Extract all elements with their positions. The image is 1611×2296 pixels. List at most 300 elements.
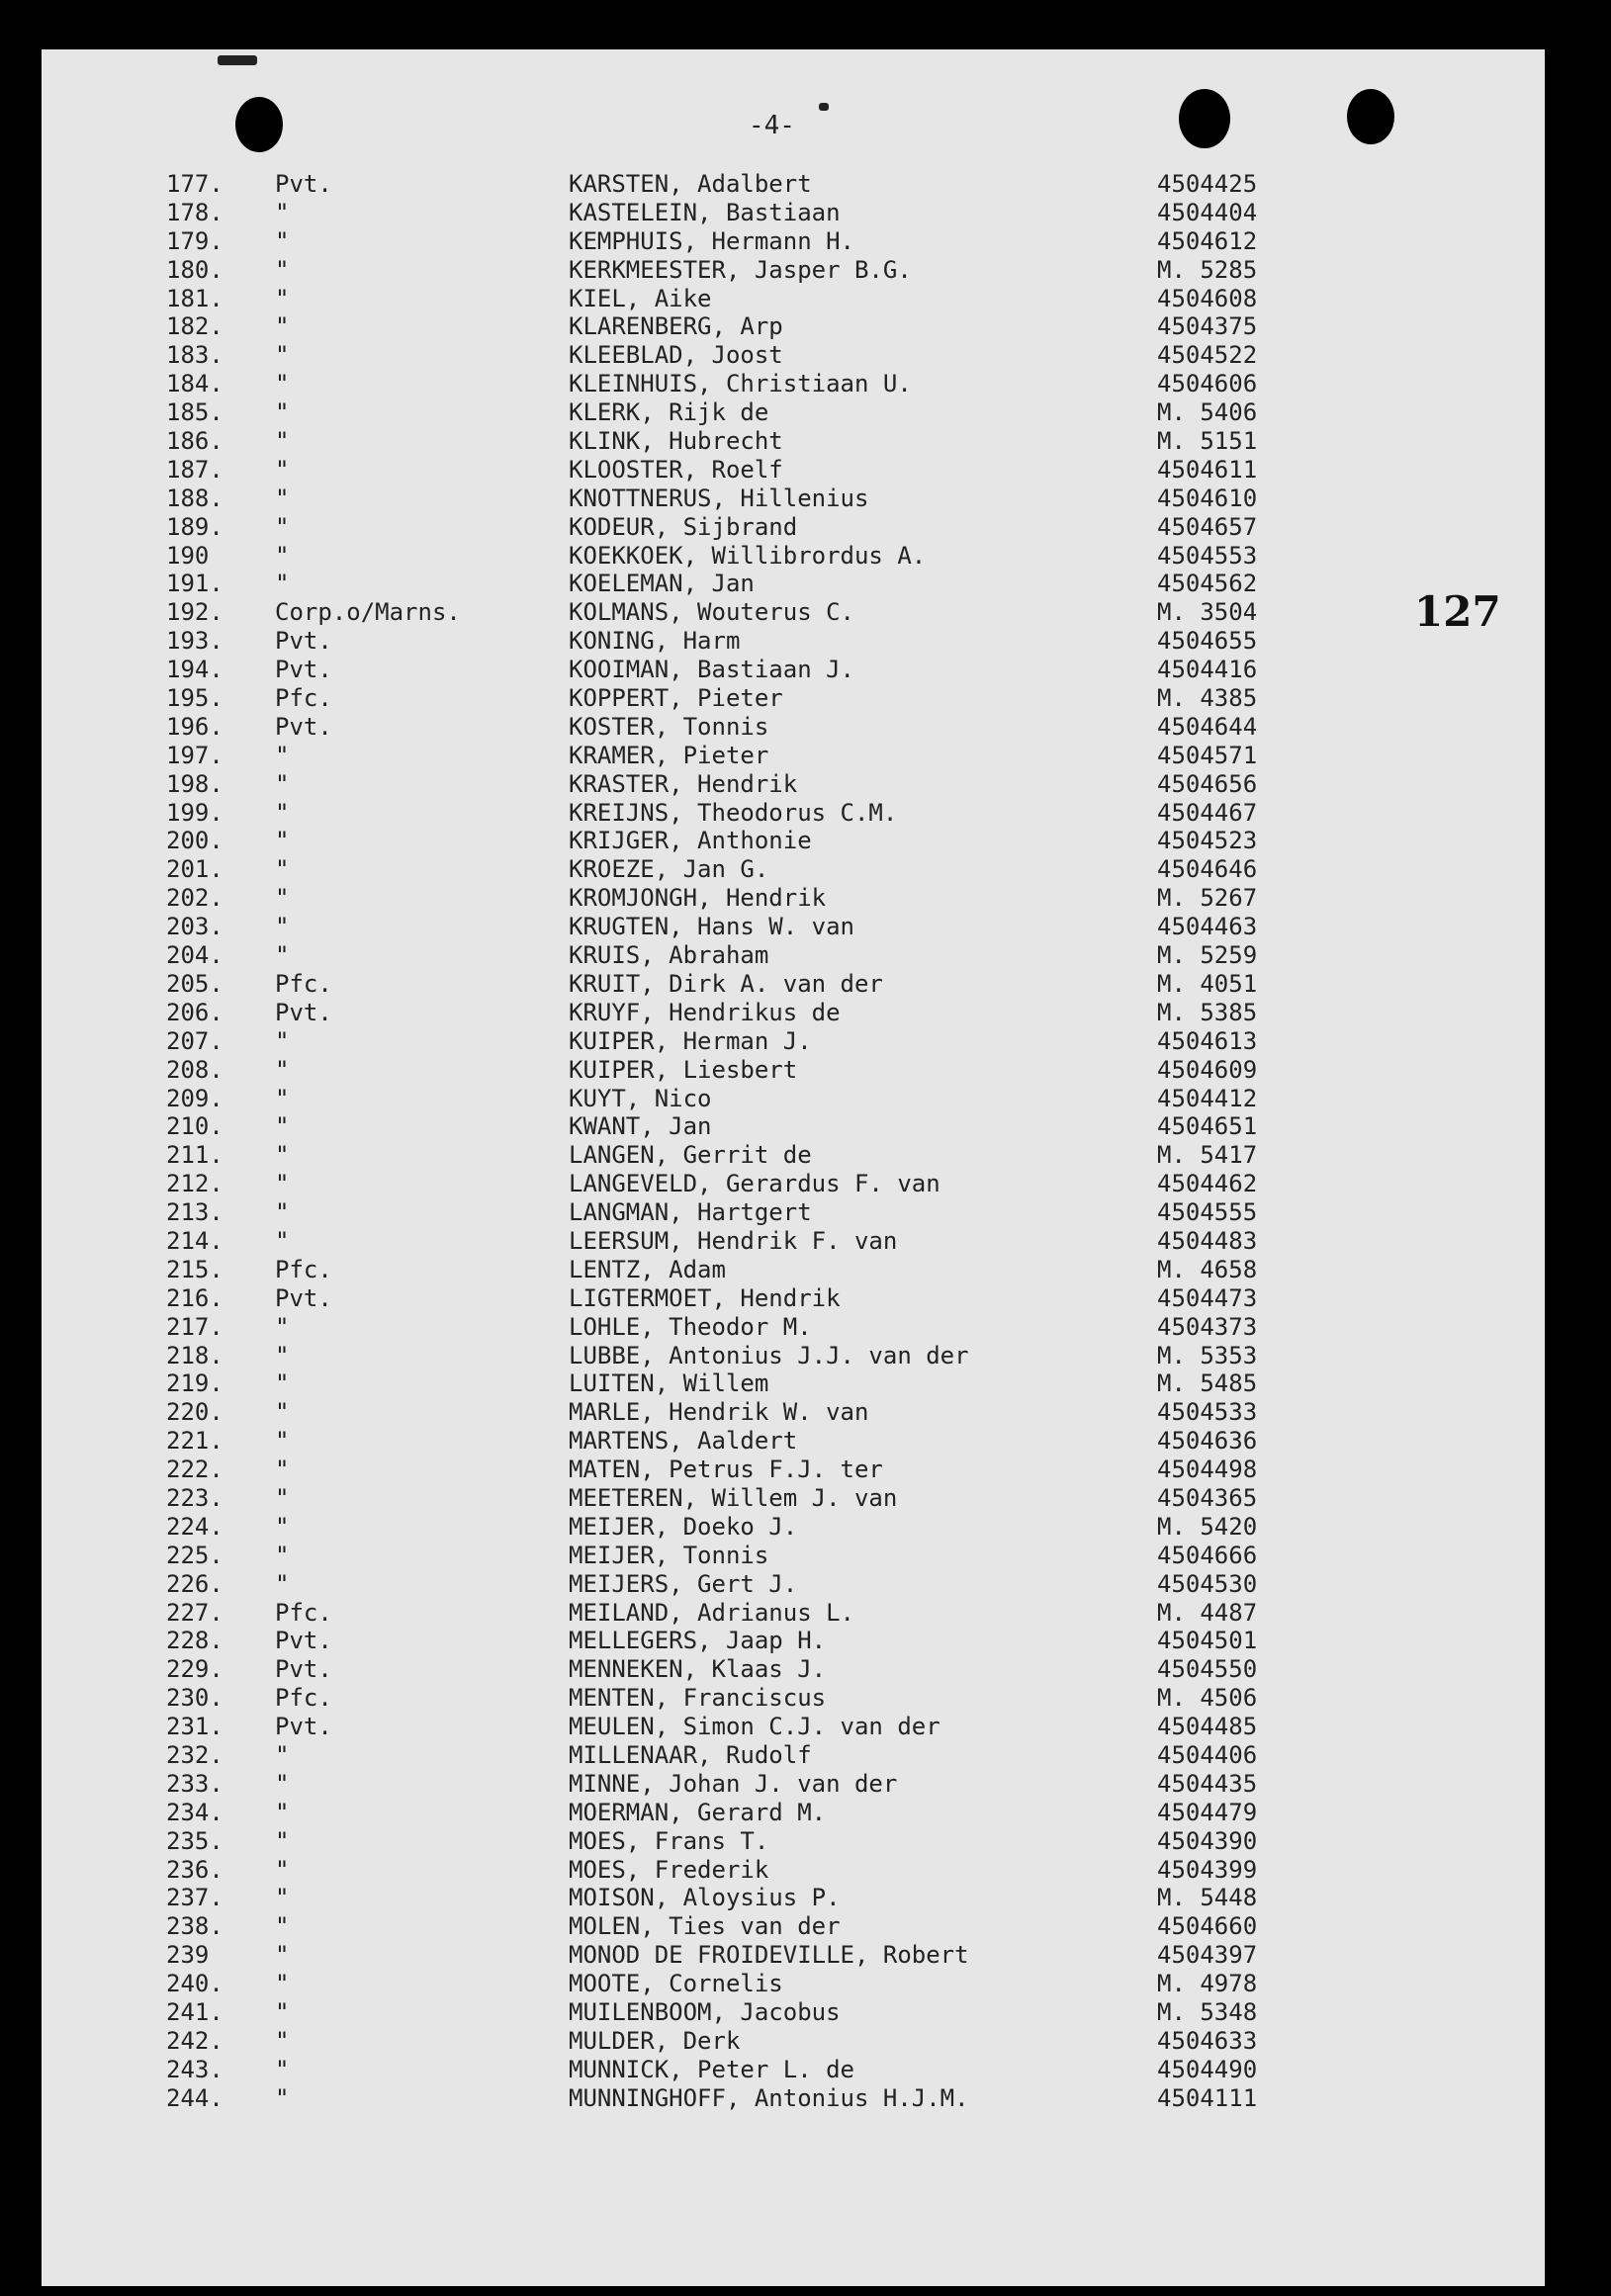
entry-name: KRUGTEN, Hans W. van bbox=[569, 913, 854, 941]
entry-rank: Corp.o/Marns. bbox=[275, 598, 461, 627]
entry-serial: 4504365 bbox=[1157, 1483, 1258, 1512]
entry-rank: " bbox=[275, 1855, 290, 1884]
entry-number: 238. bbox=[166, 1912, 224, 1941]
roster-row bbox=[0, 1027, 1611, 1056]
entry-serial: 4504390 bbox=[1157, 1826, 1258, 1855]
entry-serial: 4504111 bbox=[1157, 2083, 1258, 2112]
entry-rank: Pvt. bbox=[275, 998, 332, 1026]
entry-number: 177. bbox=[166, 170, 224, 198]
roster-row bbox=[0, 227, 1611, 256]
entry-name: MEETEREN, Willem J. van bbox=[569, 1483, 898, 1512]
entry-name: KODEUR, Sijbrand bbox=[569, 512, 798, 541]
entry-rank: Pfc. bbox=[275, 684, 332, 713]
entry-serial: 4504666 bbox=[1157, 1541, 1258, 1569]
entry-serial: 4504608 bbox=[1157, 284, 1258, 312]
entry-name: MOERMAN, Gerard M. bbox=[569, 1798, 827, 1826]
entry-number: 182. bbox=[166, 312, 224, 341]
entry-rank: Pfc. bbox=[275, 1684, 332, 1713]
entry-rank: " bbox=[275, 1569, 290, 1598]
entry-number: 230. bbox=[166, 1684, 224, 1713]
entry-name: KASTELEIN, Bastiaan bbox=[569, 198, 841, 226]
entry-serial: 4504406 bbox=[1157, 1740, 1258, 1769]
entry-number: 188. bbox=[166, 484, 224, 512]
punch-hole-center bbox=[1179, 89, 1230, 148]
entry-rank: " bbox=[275, 255, 290, 284]
entry-serial: M. 4658 bbox=[1157, 1255, 1258, 1283]
entry-rank: " bbox=[275, 512, 290, 541]
entry-rank: Pfc. bbox=[275, 1598, 332, 1627]
entry-name: KIEL, Aike bbox=[569, 284, 712, 312]
entry-serial: M. 4051 bbox=[1157, 969, 1258, 998]
roster-row bbox=[0, 1398, 1611, 1427]
entry-name: KUIPER, Liesbert bbox=[569, 1055, 798, 1084]
entry-serial: M. 5348 bbox=[1157, 1998, 1258, 2026]
entry-name: LUBBE, Antonius J.J. van der bbox=[569, 1341, 969, 1369]
entry-name: MEIJER, Tonnis bbox=[569, 1541, 769, 1569]
entry-number: 189. bbox=[166, 512, 224, 541]
entry-name: MUILENBOOM, Jacobus bbox=[569, 1998, 841, 2026]
entry-rank: " bbox=[275, 226, 290, 255]
entry-rank: Pfc. bbox=[275, 969, 332, 998]
entry-name: KRUYF, Hendrikus de bbox=[569, 998, 841, 1026]
page-number: -4- bbox=[749, 111, 795, 140]
entry-rank: " bbox=[275, 1884, 290, 1912]
entry-name: KRASTER, Hendrik bbox=[569, 769, 798, 798]
entry-name: LENTZ, Adam bbox=[569, 1255, 726, 1283]
entry-rank: " bbox=[275, 741, 290, 769]
entry-serial: 4504606 bbox=[1157, 370, 1258, 398]
entry-number: 206. bbox=[166, 998, 224, 1026]
entry-number: 219. bbox=[166, 1369, 224, 1398]
entry-rank: " bbox=[275, 769, 290, 798]
entry-name: MUNNINGHOFF, Antonius H.J.M. bbox=[569, 2083, 969, 2112]
entry-number: 229. bbox=[166, 1655, 224, 1684]
entry-name: KEMPHUIS, Hermann H. bbox=[569, 226, 854, 255]
entry-number: 228. bbox=[166, 1627, 224, 1655]
entry-serial: M. 5406 bbox=[1157, 398, 1258, 427]
entry-serial: 4504425 bbox=[1157, 170, 1258, 198]
entry-rank: " bbox=[275, 1483, 290, 1512]
entry-rank: Pvt. bbox=[275, 712, 332, 741]
entry-serial: 4504553 bbox=[1157, 541, 1258, 570]
entry-name: MARLE, Hendrik W. van bbox=[569, 1398, 869, 1427]
entry-number: 194. bbox=[166, 656, 224, 684]
roster-row bbox=[0, 1741, 1611, 1770]
entry-rank: " bbox=[275, 1198, 290, 1227]
entry-name: MEULEN, Simon C.J. van der bbox=[569, 1713, 940, 1741]
roster-row bbox=[0, 1284, 1611, 1313]
entry-serial: 4504656 bbox=[1157, 769, 1258, 798]
entry-serial: M. 5420 bbox=[1157, 1512, 1258, 1541]
entry-rank: " bbox=[275, 1341, 290, 1369]
roster-row bbox=[0, 370, 1611, 398]
entry-serial: 4504611 bbox=[1157, 455, 1258, 484]
entry-rank: " bbox=[275, 570, 290, 598]
entry-rank: " bbox=[275, 1826, 290, 1855]
entry-number: 192. bbox=[166, 598, 224, 627]
roster-row bbox=[0, 570, 1611, 598]
entry-number: 201. bbox=[166, 855, 224, 884]
entry-rank: Pvt. bbox=[275, 1627, 332, 1655]
entry-serial: 4504375 bbox=[1157, 312, 1258, 341]
roster-row bbox=[0, 742, 1611, 770]
entry-rank: " bbox=[275, 827, 290, 855]
entry-rank: " bbox=[275, 198, 290, 226]
entry-number: 204. bbox=[166, 941, 224, 970]
entry-rank: " bbox=[275, 312, 290, 341]
roster-row bbox=[0, 1085, 1611, 1113]
ink-mark bbox=[218, 55, 257, 65]
entry-serial: M. 4506 bbox=[1157, 1684, 1258, 1713]
entry-number: 240. bbox=[166, 1970, 224, 1998]
entry-rank: " bbox=[275, 855, 290, 884]
entry-number: 197. bbox=[166, 741, 224, 769]
entry-serial: M. 5417 bbox=[1157, 1141, 1258, 1170]
entry-serial: 4504404 bbox=[1157, 198, 1258, 226]
entry-number: 179. bbox=[166, 226, 224, 255]
roster-row bbox=[0, 598, 1611, 627]
entry-rank: " bbox=[275, 941, 290, 970]
entry-serial: M. 5267 bbox=[1157, 884, 1258, 913]
entry-serial: 4504435 bbox=[1157, 1769, 1258, 1798]
entry-serial: M. 5485 bbox=[1157, 1369, 1258, 1398]
entry-serial: M. 5151 bbox=[1157, 427, 1258, 456]
entry-rank: " bbox=[275, 1427, 290, 1456]
entry-rank: Pvt. bbox=[275, 170, 332, 198]
entry-rank: " bbox=[275, 2083, 290, 2112]
entry-number: 218. bbox=[166, 1341, 224, 1369]
entry-name: KLEEBLAD, Joost bbox=[569, 341, 783, 370]
roster-row bbox=[0, 1198, 1611, 1227]
entry-number: 237. bbox=[166, 1884, 224, 1912]
entry-rank: " bbox=[275, 798, 290, 827]
entry-rank: " bbox=[275, 1170, 290, 1198]
entry-rank: " bbox=[275, 1141, 290, 1170]
roster-row bbox=[0, 1627, 1611, 1655]
entry-number: 220. bbox=[166, 1398, 224, 1427]
entry-number: 181. bbox=[166, 284, 224, 312]
entry-number: 244. bbox=[166, 2083, 224, 2112]
roster-row bbox=[0, 1056, 1611, 1085]
entry-name: KARSTEN, Adalbert bbox=[569, 170, 812, 198]
roster-row bbox=[0, 1227, 1611, 1256]
entry-rank: Pfc. bbox=[275, 1255, 332, 1283]
roster-row bbox=[0, 170, 1611, 199]
entry-serial: 4504651 bbox=[1157, 1112, 1258, 1141]
entry-number: 226. bbox=[166, 1569, 224, 1598]
entry-serial: 4504633 bbox=[1157, 2026, 1258, 2055]
entry-number: 243. bbox=[166, 2055, 224, 2083]
entry-number: 242. bbox=[166, 2026, 224, 2055]
roster-row bbox=[0, 970, 1611, 999]
entry-serial: M. 4487 bbox=[1157, 1598, 1258, 1627]
roster-row bbox=[0, 713, 1611, 742]
entry-name: MINNE, Johan J. van der bbox=[569, 1769, 898, 1798]
roster-row bbox=[0, 285, 1611, 313]
entry-number: 236. bbox=[166, 1855, 224, 1884]
entry-rank: Pvt. bbox=[275, 1283, 332, 1312]
roster-row bbox=[0, 341, 1611, 370]
entry-name: KWANT, Jan bbox=[569, 1112, 712, 1141]
entry-rank: Pvt. bbox=[275, 627, 332, 656]
entry-number: 203. bbox=[166, 913, 224, 941]
entry-number: 224. bbox=[166, 1512, 224, 1541]
entry-name: MEILAND, Adrianus L. bbox=[569, 1598, 854, 1627]
entry-name: MULDER, Derk bbox=[569, 2026, 741, 2055]
roster-row bbox=[0, 1684, 1611, 1713]
entry-serial: 4504473 bbox=[1157, 1283, 1258, 1312]
entry-rank: " bbox=[275, 541, 290, 570]
roster-row bbox=[0, 656, 1611, 684]
entry-number: 239 bbox=[166, 1941, 210, 1970]
entry-name: LIGTERMOET, Hendrik bbox=[569, 1283, 841, 1312]
entry-name: MENNEKEN, Klaas J. bbox=[569, 1655, 827, 1684]
entry-serial: 4504412 bbox=[1157, 1084, 1258, 1112]
entry-number: 185. bbox=[166, 398, 224, 427]
entry-number: 223. bbox=[166, 1483, 224, 1512]
entry-number: 209. bbox=[166, 1084, 224, 1112]
roster-row bbox=[0, 799, 1611, 828]
entry-rank: " bbox=[275, 913, 290, 941]
roster-row bbox=[0, 1313, 1611, 1342]
roster-row bbox=[0, 1827, 1611, 1856]
entry-name: LANGEVELD, Gerardus F. van bbox=[569, 1170, 940, 1198]
entry-number: 232. bbox=[166, 1740, 224, 1769]
entry-name: KLERK, Rijk de bbox=[569, 398, 769, 427]
punch-hole-left bbox=[235, 97, 283, 152]
entry-name: KREIJNS, Theodorus C.M. bbox=[569, 798, 898, 827]
entry-number: 184. bbox=[166, 370, 224, 398]
entry-serial: 4504490 bbox=[1157, 2055, 1258, 2083]
entry-serial: 4504636 bbox=[1157, 1427, 1258, 1456]
entry-serial: 4504462 bbox=[1157, 1170, 1258, 1198]
entry-serial: M. 5259 bbox=[1157, 941, 1258, 970]
roster-row bbox=[0, 1112, 1611, 1141]
roster-row bbox=[0, 2056, 1611, 2084]
entry-rank: " bbox=[275, 1912, 290, 1941]
entry-rank: " bbox=[275, 1312, 290, 1341]
entry-rank: " bbox=[275, 1026, 290, 1055]
entry-name: MUNNICK, Peter L. de bbox=[569, 2055, 854, 2083]
entry-number: 213. bbox=[166, 1198, 224, 1227]
entry-serial: 4504416 bbox=[1157, 656, 1258, 684]
entry-rank: " bbox=[275, 484, 290, 512]
entry-number: 208. bbox=[166, 1055, 224, 1084]
entry-name: MOOTE, Cornelis bbox=[569, 1970, 783, 1998]
entry-name: MARTENS, Aaldert bbox=[569, 1427, 798, 1456]
roster-row bbox=[0, 1256, 1611, 1284]
roster-row bbox=[0, 1141, 1611, 1170]
entry-rank: " bbox=[275, 370, 290, 398]
entry-serial: M. 5353 bbox=[1157, 1341, 1258, 1369]
entry-rank: " bbox=[275, 1740, 290, 1769]
roster-list bbox=[0, 170, 1611, 2113]
roster-row bbox=[0, 941, 1611, 970]
entry-rank: " bbox=[275, 427, 290, 456]
roster-row bbox=[0, 1170, 1611, 1198]
entry-serial: M. 5385 bbox=[1157, 998, 1258, 1026]
entry-name: KOPPERT, Pieter bbox=[569, 684, 783, 713]
entry-serial: 4504399 bbox=[1157, 1855, 1258, 1884]
roster-row bbox=[0, 1456, 1611, 1484]
entry-number: 216. bbox=[166, 1283, 224, 1312]
entry-number: 231. bbox=[166, 1713, 224, 1741]
entry-number: 222. bbox=[166, 1456, 224, 1484]
entry-serial: 4504646 bbox=[1157, 855, 1258, 884]
entry-rank: " bbox=[275, 1112, 290, 1141]
roster-row bbox=[0, 770, 1611, 799]
entry-serial: M. 4978 bbox=[1157, 1970, 1258, 1998]
entry-serial: 4504550 bbox=[1157, 1655, 1258, 1684]
roster-row bbox=[0, 827, 1611, 855]
entry-rank: Pvt. bbox=[275, 1655, 332, 1684]
entry-serial: 4504501 bbox=[1157, 1627, 1258, 1655]
entry-name: KROMJONGH, Hendrik bbox=[569, 884, 827, 913]
entry-number: 235. bbox=[166, 1826, 224, 1855]
entry-name: KUIPER, Herman J. bbox=[569, 1026, 812, 1055]
roster-row bbox=[0, 1599, 1611, 1628]
roster-row bbox=[0, 485, 1611, 513]
entry-rank: Pvt. bbox=[275, 656, 332, 684]
roster-row bbox=[0, 312, 1611, 341]
roster-row bbox=[0, 1884, 1611, 1912]
entry-rank: " bbox=[275, 2026, 290, 2055]
entry-serial: 4504609 bbox=[1157, 1055, 1258, 1084]
entry-serial: 4504467 bbox=[1157, 798, 1258, 827]
entry-serial: 4504571 bbox=[1157, 741, 1258, 769]
entry-number: 186. bbox=[166, 427, 224, 456]
entry-rank: " bbox=[275, 1798, 290, 1826]
entry-serial: 4504562 bbox=[1157, 570, 1258, 598]
entry-rank: " bbox=[275, 1084, 290, 1112]
entry-rank: " bbox=[275, 455, 290, 484]
roster-row bbox=[0, 2084, 1611, 2113]
roster-row bbox=[0, 1998, 1611, 2027]
entry-name: MEIJERS, Gert J. bbox=[569, 1569, 798, 1598]
roster-row bbox=[0, 1912, 1611, 1941]
entry-serial: 4504397 bbox=[1157, 1941, 1258, 1970]
entry-rank: " bbox=[275, 1941, 290, 1970]
entry-rank: " bbox=[275, 1369, 290, 1398]
entry-rank: " bbox=[275, 1226, 290, 1255]
entry-number: 200. bbox=[166, 827, 224, 855]
entry-name: MILLENAAR, Rudolf bbox=[569, 1740, 812, 1769]
entry-number: 180. bbox=[166, 255, 224, 284]
entry-rank: " bbox=[275, 398, 290, 427]
entry-serial: 4504483 bbox=[1157, 1226, 1258, 1255]
entry-serial: M. 4385 bbox=[1157, 684, 1258, 713]
entry-name: LANGEN, Gerrit de bbox=[569, 1141, 812, 1170]
entry-name: KLOOSTER, Roelf bbox=[569, 455, 783, 484]
entry-name: KERKMEESTER, Jasper B.G. bbox=[569, 255, 912, 284]
entry-number: 190 bbox=[166, 541, 210, 570]
entry-number: 187. bbox=[166, 455, 224, 484]
entry-serial: 4504610 bbox=[1157, 484, 1258, 512]
entry-name: KROEZE, Jan G. bbox=[569, 855, 769, 884]
entry-name: MOES, Frederik bbox=[569, 1855, 769, 1884]
entry-number: 212. bbox=[166, 1170, 224, 1198]
entry-number: 227. bbox=[166, 1598, 224, 1627]
entry-serial: 4504657 bbox=[1157, 512, 1258, 541]
entry-name: KOEKKOEK, Willibrordus A. bbox=[569, 541, 927, 570]
entry-serial: 4504660 bbox=[1157, 1912, 1258, 1941]
entry-serial: 4504373 bbox=[1157, 1312, 1258, 1341]
entry-number: 195. bbox=[166, 684, 224, 713]
entry-number: 196. bbox=[166, 712, 224, 741]
entry-rank: " bbox=[275, 284, 290, 312]
entry-rank: Pvt. bbox=[275, 1713, 332, 1741]
entry-number: 241. bbox=[166, 1998, 224, 2026]
entry-rank: " bbox=[275, 2055, 290, 2083]
roster-row bbox=[0, 999, 1611, 1027]
roster-row bbox=[0, 1941, 1611, 1970]
entry-serial: 4504530 bbox=[1157, 1569, 1258, 1598]
entry-number: 178. bbox=[166, 198, 224, 226]
entry-name: KONING, Harm bbox=[569, 627, 741, 656]
entry-name: MOES, Frans T. bbox=[569, 1826, 769, 1855]
entry-serial: 4504613 bbox=[1157, 1026, 1258, 1055]
entry-number: 221. bbox=[166, 1427, 224, 1456]
entry-rank: " bbox=[275, 1541, 290, 1569]
entry-name: MOLEN, Ties van der bbox=[569, 1912, 841, 1941]
entry-serial: 4504485 bbox=[1157, 1713, 1258, 1741]
roster-row bbox=[0, 627, 1611, 656]
roster-row bbox=[0, 1713, 1611, 1741]
roster-row bbox=[0, 513, 1611, 542]
entry-name: KRUIS, Abraham bbox=[569, 941, 769, 970]
entry-name: MATEN, Petrus F.J. ter bbox=[569, 1456, 883, 1484]
entry-name: KOSTER, Tonnis bbox=[569, 712, 769, 741]
folio-stamp: 127 bbox=[1414, 587, 1501, 636]
entry-serial: 4504644 bbox=[1157, 712, 1258, 741]
entry-name: KOOIMAN, Bastiaan J. bbox=[569, 656, 854, 684]
entry-name: KLEINHUIS, Christiaan U. bbox=[569, 370, 912, 398]
entry-number: 214. bbox=[166, 1226, 224, 1255]
entry-rank: " bbox=[275, 1398, 290, 1427]
entry-name: KRIJGER, Anthonie bbox=[569, 827, 812, 855]
entry-number: 198. bbox=[166, 769, 224, 798]
entry-serial: 4504498 bbox=[1157, 1456, 1258, 1484]
entry-name: KRAMER, Pieter bbox=[569, 741, 769, 769]
entry-serial: 4504463 bbox=[1157, 913, 1258, 941]
entry-serial: M. 5285 bbox=[1157, 255, 1258, 284]
entry-number: 234. bbox=[166, 1798, 224, 1826]
entry-name: MEIJER, Doeko J. bbox=[569, 1512, 798, 1541]
roster-row bbox=[0, 2027, 1611, 2056]
entry-serial: 4504523 bbox=[1157, 827, 1258, 855]
entry-serial: 4504612 bbox=[1157, 226, 1258, 255]
roster-row bbox=[0, 1770, 1611, 1799]
roster-row bbox=[0, 1970, 1611, 1998]
entry-name: KUYT, Nico bbox=[569, 1084, 712, 1112]
entry-number: 193. bbox=[166, 627, 224, 656]
entry-name: LUITEN, Willem bbox=[569, 1369, 769, 1398]
entry-name: KLARENBERG, Arp bbox=[569, 312, 783, 341]
roster-row bbox=[0, 1856, 1611, 1885]
entry-serial: 4504479 bbox=[1157, 1798, 1258, 1826]
roster-row bbox=[0, 884, 1611, 913]
entry-rank: " bbox=[275, 1998, 290, 2026]
entry-number: 191. bbox=[166, 570, 224, 598]
roster-row bbox=[0, 256, 1611, 285]
entry-number: 210. bbox=[166, 1112, 224, 1141]
entry-serial: 4504555 bbox=[1157, 1198, 1258, 1227]
entry-rank: " bbox=[275, 1512, 290, 1541]
entry-name: KOLMANS, Wouterus C. bbox=[569, 598, 854, 627]
entry-number: 205. bbox=[166, 969, 224, 998]
entry-rank: " bbox=[275, 884, 290, 913]
entry-number: 225. bbox=[166, 1541, 224, 1569]
